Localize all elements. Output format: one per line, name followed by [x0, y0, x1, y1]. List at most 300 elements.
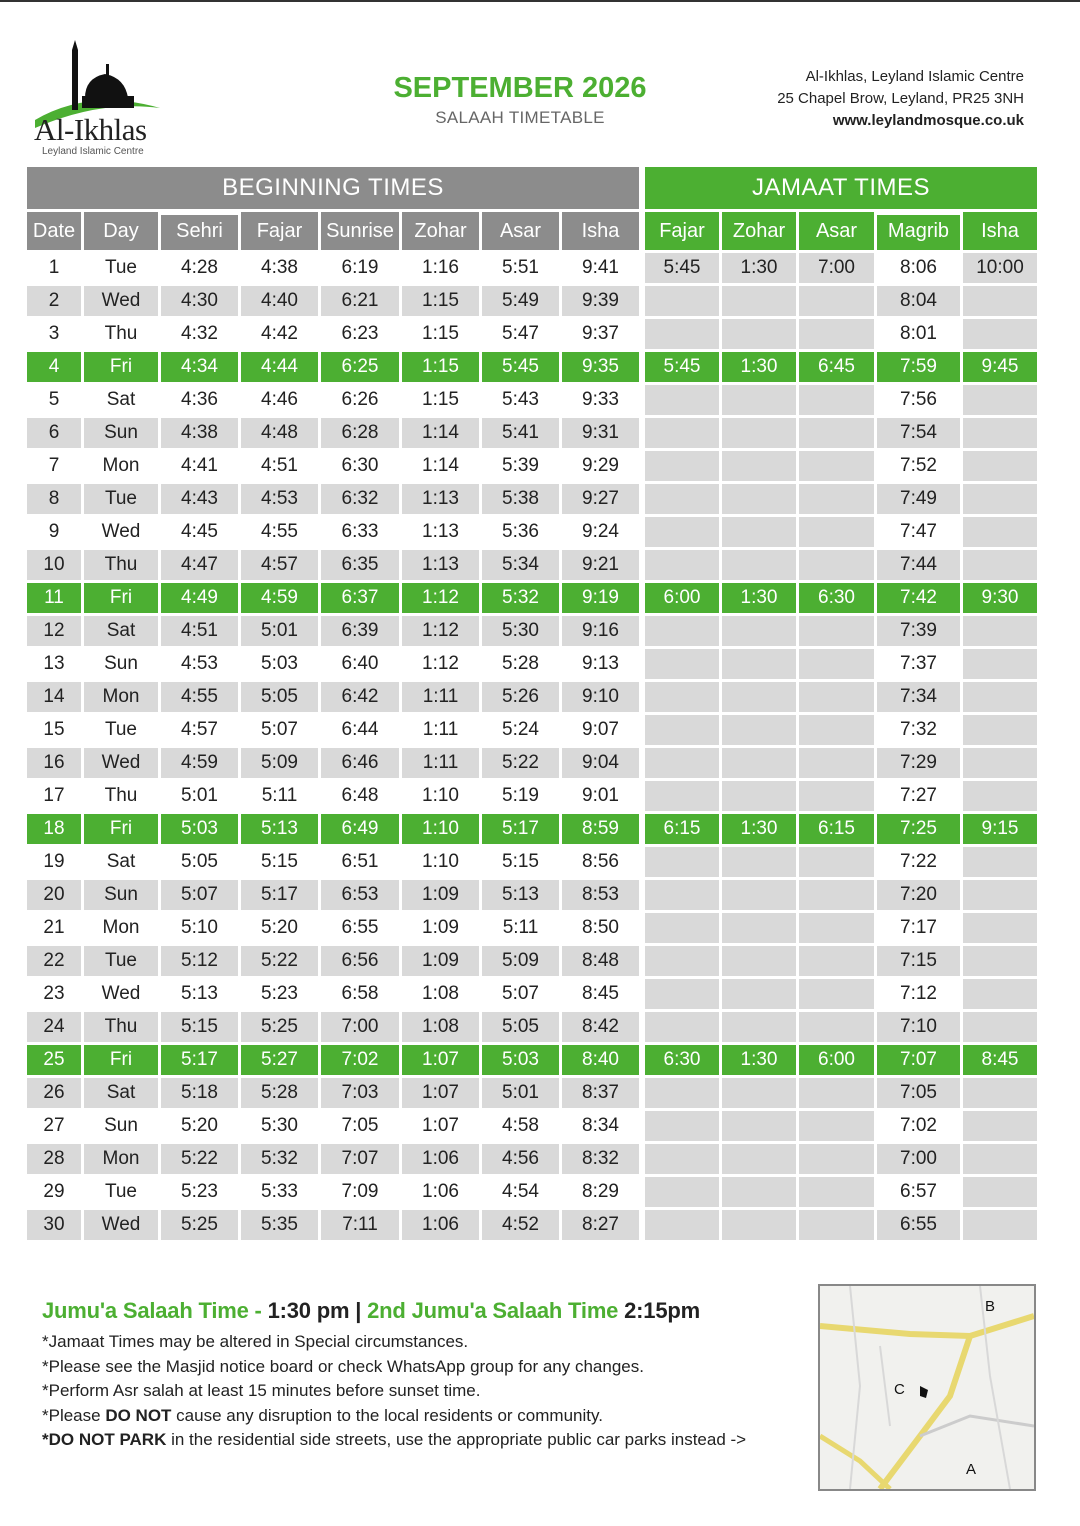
table-row: [27, 1012, 1040, 1045]
table-row: [27, 517, 1040, 550]
table-cell: 5:18: [161, 1078, 241, 1111]
table-cell: 7:52: [877, 451, 963, 484]
table-cell: 5:09: [482, 946, 562, 979]
table-cell: 9:41: [562, 253, 645, 286]
table-cell: [963, 979, 1040, 1012]
column-header: Asar: [482, 212, 562, 253]
table-cell: [722, 1177, 799, 1210]
table-cell: [722, 979, 799, 1012]
table-row: [27, 1078, 1040, 1111]
table-cell: [799, 616, 877, 649]
table-cell: 1:14: [402, 451, 482, 484]
table-cell: [722, 451, 799, 484]
table-cell: [799, 550, 877, 583]
table-cell: 9:19: [562, 583, 645, 616]
table-cell: 7:00: [321, 1012, 402, 1045]
column-header: Sunrise: [321, 212, 402, 253]
table-cell: 16: [27, 748, 84, 781]
table-cell: Mon: [84, 913, 161, 946]
table-cell: Wed: [84, 286, 161, 319]
table-cell: 5:39: [482, 451, 562, 484]
table-row: [27, 385, 1040, 418]
table-cell: 5:23: [241, 979, 321, 1012]
table-row: [27, 616, 1040, 649]
table-cell: [799, 1210, 877, 1243]
table-cell: 5:05: [482, 1012, 562, 1045]
table-cell: [963, 880, 1040, 913]
table-cell: 5:30: [482, 616, 562, 649]
table-cell: Sun: [84, 1111, 161, 1144]
table-cell: 5:26: [482, 682, 562, 715]
table-cell: 5:20: [241, 913, 321, 946]
table-cell: [722, 286, 799, 319]
table-row: [27, 880, 1040, 913]
table-cell: 7:05: [321, 1111, 402, 1144]
table-cell: 4:54: [482, 1177, 562, 1210]
table-cell: [963, 847, 1040, 880]
table-cell: 9:04: [562, 748, 645, 781]
table-row: [27, 1045, 1040, 1078]
column-header: Date: [27, 212, 84, 253]
table-row: [27, 1111, 1040, 1144]
table-cell: [799, 682, 877, 715]
table-cell: [799, 484, 877, 517]
table-cell: 8:32: [562, 1144, 645, 1177]
note-4-pre: *Please: [42, 1405, 106, 1425]
table-cell: [799, 781, 877, 814]
table-cell: 7: [27, 451, 84, 484]
table-cell: [799, 385, 877, 418]
table-cell: 1:06: [402, 1177, 482, 1210]
table-cell: [722, 649, 799, 682]
map-marker-c: C: [894, 1381, 905, 1398]
table-cell: [645, 847, 722, 880]
table-cell: Sat: [84, 847, 161, 880]
table-cell: 5:30: [241, 1111, 321, 1144]
table-cell: 8:06: [877, 253, 963, 286]
table-cell: 5:49: [482, 286, 562, 319]
table-cell: 6:44: [321, 715, 402, 748]
table-cell: 1:09: [402, 946, 482, 979]
table-cell: 6:39: [321, 616, 402, 649]
table-cell: 4:47: [161, 550, 241, 583]
table-cell: 5:23: [161, 1177, 241, 1210]
note-1: *Jamaat Times may be altered in Special circumstances.: [42, 1332, 469, 1351]
table-cell: Wed: [84, 748, 161, 781]
table-cell: 7:32: [877, 715, 963, 748]
column-header: Magrib: [877, 212, 963, 253]
table-cell: [799, 979, 877, 1012]
table-cell: 5:25: [161, 1210, 241, 1243]
table-cell: 4:48: [241, 418, 321, 451]
table-cell: [722, 1012, 799, 1045]
table-cell: 6:55: [321, 913, 402, 946]
table-cell: [645, 748, 722, 781]
table-cell: 10: [27, 550, 84, 583]
table-cell: [722, 550, 799, 583]
table-cell: 5:12: [161, 946, 241, 979]
table-cell: 8:50: [562, 913, 645, 946]
table-cell: Sun: [84, 649, 161, 682]
table-cell: 9:35: [562, 352, 645, 385]
table-cell: 1:13: [402, 517, 482, 550]
table-cell: [799, 913, 877, 946]
location-map[interactable]: [818, 1284, 1036, 1491]
table-cell: [645, 385, 722, 418]
table-cell: 8:53: [562, 880, 645, 913]
table-cell: 19: [27, 847, 84, 880]
table-row: [27, 418, 1040, 451]
table-cell: 4:53: [241, 484, 321, 517]
table-cell: [963, 1177, 1040, 1210]
table-cell: 4:38: [161, 418, 241, 451]
table-cell: 2: [27, 286, 84, 319]
note-4-bold: DO NOT: [105, 1405, 172, 1425]
table-cell: [722, 1111, 799, 1144]
table-cell: 5:22: [482, 748, 562, 781]
table-cell: 6:49: [321, 814, 402, 847]
table-cell: Sat: [84, 1078, 161, 1111]
table-cell: Fri: [84, 1045, 161, 1078]
table-cell: 5:05: [161, 847, 241, 880]
table-cell: [722, 1210, 799, 1243]
jumua-separator: |: [349, 1298, 368, 1323]
map-marker-a: A: [966, 1461, 977, 1478]
table-cell: 4:44: [241, 352, 321, 385]
column-header: Zohar: [722, 212, 799, 253]
table-cell: 7:20: [877, 880, 963, 913]
table-cell: 6:32: [321, 484, 402, 517]
table-cell: [799, 748, 877, 781]
table-cell: 5:13: [482, 880, 562, 913]
table-cell: Sun: [84, 418, 161, 451]
table-row: [27, 979, 1040, 1012]
table-cell: 1:09: [402, 913, 482, 946]
table-cell: 7:00: [799, 253, 877, 286]
table-cell: 1:10: [402, 814, 482, 847]
column-header: Isha: [963, 212, 1040, 253]
table-cell: 4:45: [161, 517, 241, 550]
table-cell: 5:24: [482, 715, 562, 748]
table-cell: [722, 913, 799, 946]
table-cell: [963, 319, 1040, 352]
column-header: Asar: [799, 212, 877, 253]
table-cell: 8:48: [562, 946, 645, 979]
table-cell: 7:25: [877, 814, 963, 847]
table-cell: 5:45: [482, 352, 562, 385]
table-cell: 5: [27, 385, 84, 418]
table-cell: 5:09: [241, 748, 321, 781]
table-cell: Wed: [84, 1210, 161, 1243]
table-cell: 4:28: [161, 253, 241, 286]
table-cell: [963, 682, 1040, 715]
table-cell: [645, 418, 722, 451]
table-cell: Mon: [84, 682, 161, 715]
table-cell: 5:11: [241, 781, 321, 814]
table-cell: 1:14: [402, 418, 482, 451]
table-cell: 4:55: [241, 517, 321, 550]
table-cell: Sat: [84, 385, 161, 418]
table-cell: 5:15: [161, 1012, 241, 1045]
table-cell: 7:00: [877, 1144, 963, 1177]
table-cell: [645, 451, 722, 484]
table-cell: [963, 1144, 1040, 1177]
table-row: [27, 1177, 1040, 1210]
table-cell: 13: [27, 649, 84, 682]
table-cell: 1:12: [402, 616, 482, 649]
table-cell: 15: [27, 715, 84, 748]
table-cell: [722, 319, 799, 352]
table-cell: 7:12: [877, 979, 963, 1012]
note-2: *Please see the Masjid notice board or check WhatsApp group for any changes.: [42, 1356, 644, 1376]
table-cell: [963, 781, 1040, 814]
table-cell: 9:29: [562, 451, 645, 484]
address-line-2: 25 Chapel Brow, Leyland, PR25 3NH: [777, 90, 1024, 107]
table-cell: Thu: [84, 1012, 161, 1045]
table-cell: 8: [27, 484, 84, 517]
table-row: [27, 946, 1040, 979]
table-cell: 6:57: [877, 1177, 963, 1210]
table-row: [27, 649, 1040, 682]
table-cell: Fri: [84, 352, 161, 385]
table-cell: 4:55: [161, 682, 241, 715]
table-cell: [963, 451, 1040, 484]
table-cell: Sun: [84, 880, 161, 913]
table-cell: 7:03: [321, 1078, 402, 1111]
table-cell: [963, 1210, 1040, 1243]
table-cell: 6:19: [321, 253, 402, 286]
table-cell: 6:51: [321, 847, 402, 880]
table-cell: 5:25: [241, 1012, 321, 1045]
table-cell: 9:24: [562, 517, 645, 550]
table-cell: 1:15: [402, 385, 482, 418]
table-cell: 7:27: [877, 781, 963, 814]
table-cell: 7:07: [877, 1045, 963, 1078]
jumua1-time: 1:30 pm: [267, 1298, 350, 1323]
table-row: [27, 781, 1040, 814]
address-block: [777, 66, 1024, 132]
table-cell: [963, 1078, 1040, 1111]
page-subtitle: SALAAH TIMETABLE: [435, 108, 605, 127]
table-cell: 8:56: [562, 847, 645, 880]
website-link[interactable]: www.leylandmosque.co.uk: [832, 112, 1024, 129]
table-cell: [799, 451, 877, 484]
table-cell: [645, 682, 722, 715]
table-cell: 4:38: [241, 253, 321, 286]
table-cell: 5:11: [482, 913, 562, 946]
table-cell: [645, 1012, 722, 1045]
table-cell: 14: [27, 682, 84, 715]
table-cell: [722, 748, 799, 781]
table-cell: 1:06: [402, 1144, 482, 1177]
table-cell: 5:03: [161, 814, 241, 847]
table-cell: 6:00: [799, 1045, 877, 1078]
table-cell: [799, 1177, 877, 1210]
table-cell: 5:22: [241, 946, 321, 979]
table-cell: 5:07: [241, 715, 321, 748]
table-cell: 6:45: [799, 352, 877, 385]
table-cell: 6:26: [321, 385, 402, 418]
table-cell: 28: [27, 1144, 84, 1177]
table-cell: [722, 385, 799, 418]
table-cell: 5:15: [241, 847, 321, 880]
salaah-timetable: [27, 167, 1040, 1243]
table-cell: 7:05: [877, 1078, 963, 1111]
jumua1-label: Jumu'a Salaah Time -: [42, 1298, 268, 1323]
table-cell: [722, 781, 799, 814]
note-5-bold: *DO NOT PARK: [42, 1430, 167, 1449]
table-cell: 6:33: [321, 517, 402, 550]
table-cell: 1:16: [402, 253, 482, 286]
table-cell: [722, 484, 799, 517]
table-cell: 7:34: [877, 682, 963, 715]
column-header: Fajar: [645, 212, 722, 253]
table-cell: 4:52: [482, 1210, 562, 1243]
table-cell: 1:30: [722, 583, 799, 616]
table-cell: 7:15: [877, 946, 963, 979]
table-cell: 5:13: [161, 979, 241, 1012]
page-title: SEPTEMBER 2026: [393, 72, 647, 104]
table-cell: 4:40: [241, 286, 321, 319]
table-cell: 1:07: [402, 1045, 482, 1078]
table-cell: 5:28: [241, 1078, 321, 1111]
table-cell: 21: [27, 913, 84, 946]
table-cell: [799, 286, 877, 319]
table-row: [27, 1144, 1040, 1177]
table-cell: [722, 946, 799, 979]
table-cell: 1:12: [402, 649, 482, 682]
table-cell: [722, 715, 799, 748]
table-cell: 6:48: [321, 781, 402, 814]
table-cell: 29: [27, 1177, 84, 1210]
timetable-body: [27, 253, 1040, 1243]
column-header: Day: [84, 212, 161, 253]
table-cell: 4:41: [161, 451, 241, 484]
table-cell: 5:03: [482, 1045, 562, 1078]
table-cell: 9:13: [562, 649, 645, 682]
table-cell: 1:06: [402, 1210, 482, 1243]
table-cell: 1: [27, 253, 84, 286]
table-cell: 8:37: [562, 1078, 645, 1111]
table-cell: 8:27: [562, 1210, 645, 1243]
table-cell: [963, 715, 1040, 748]
table-row: [27, 451, 1040, 484]
table-cell: 4:53: [161, 649, 241, 682]
table-cell: 8:42: [562, 1012, 645, 1045]
table-cell: [645, 1078, 722, 1111]
table-cell: 6:15: [645, 814, 722, 847]
table-cell: 5:35: [241, 1210, 321, 1243]
column-header: Zohar: [402, 212, 482, 253]
table-cell: 5:07: [482, 979, 562, 1012]
table-cell: Fri: [84, 814, 161, 847]
column-header: Isha: [562, 212, 645, 253]
table-cell: 1:10: [402, 847, 482, 880]
logo-name: Al-Ikhlas: [34, 112, 147, 147]
table-cell: 7:47: [877, 517, 963, 550]
table-cell: 1:08: [402, 1012, 482, 1045]
table-cell: [722, 1078, 799, 1111]
table-cell: 1:15: [402, 286, 482, 319]
jumua-times: [42, 1298, 802, 1324]
table-cell: 30: [27, 1210, 84, 1243]
table-cell: Fri: [84, 583, 161, 616]
table-cell: 4:46: [241, 385, 321, 418]
table-cell: 9:31: [562, 418, 645, 451]
table-cell: [722, 517, 799, 550]
table-cell: 9: [27, 517, 84, 550]
table-row: [27, 286, 1040, 319]
table-cell: 6: [27, 418, 84, 451]
table-cell: 5:03: [241, 649, 321, 682]
table-cell: 1:13: [402, 484, 482, 517]
beginning-times-header: BEGINNING TIMES: [27, 167, 645, 212]
table-cell: Tue: [84, 1177, 161, 1210]
table-cell: 1:07: [402, 1078, 482, 1111]
table-cell: 1:30: [722, 352, 799, 385]
table-cell: 8:40: [562, 1045, 645, 1078]
table-cell: [645, 517, 722, 550]
table-cell: 7:59: [877, 352, 963, 385]
table-cell: 6:40: [321, 649, 402, 682]
table-cell: 4:56: [482, 1144, 562, 1177]
note-4-post: cause any disruption to the local residents or community.: [171, 1405, 603, 1425]
table-cell: Mon: [84, 451, 161, 484]
table-cell: 1:07: [402, 1111, 482, 1144]
table-cell: 3: [27, 319, 84, 352]
table-cell: [799, 1144, 877, 1177]
table-cell: 7:39: [877, 616, 963, 649]
table-cell: 5:34: [482, 550, 562, 583]
table-row: [27, 583, 1040, 616]
table-cell: 6:21: [321, 286, 402, 319]
table-cell: 5:13: [241, 814, 321, 847]
column-header: Sehri: [161, 212, 241, 253]
table-cell: 6:23: [321, 319, 402, 352]
note-3: *Perform Asr salah at least 15 minutes before sunset time.: [42, 1381, 481, 1400]
table-cell: [645, 550, 722, 583]
table-cell: 5:27: [241, 1045, 321, 1078]
table-cell: Thu: [84, 319, 161, 352]
table-cell: [799, 319, 877, 352]
table-cell: 8:01: [877, 319, 963, 352]
table-cell: 5:32: [241, 1144, 321, 1177]
table-cell: 7:10: [877, 1012, 963, 1045]
table-cell: 5:17: [161, 1045, 241, 1078]
table-row: [27, 847, 1040, 880]
table-cell: 25: [27, 1045, 84, 1078]
table-cell: 6:25: [321, 352, 402, 385]
table-cell: 5:01: [482, 1078, 562, 1111]
table-cell: 8:59: [562, 814, 645, 847]
table-cell: 8:34: [562, 1111, 645, 1144]
table-cell: [799, 649, 877, 682]
table-cell: 24: [27, 1012, 84, 1045]
table-cell: 6:37: [321, 583, 402, 616]
table-cell: [799, 1111, 877, 1144]
table-cell: 4:58: [482, 1111, 562, 1144]
table-cell: 9:10: [562, 682, 645, 715]
table-cell: 7:11: [321, 1210, 402, 1243]
footer-notes: [42, 1298, 802, 1453]
table-cell: [722, 1144, 799, 1177]
table-cell: 20: [27, 880, 84, 913]
table-cell: 7:49: [877, 484, 963, 517]
table-cell: [645, 913, 722, 946]
table-cell: [645, 1177, 722, 1210]
table-cell: [963, 946, 1040, 979]
table-cell: [645, 319, 722, 352]
